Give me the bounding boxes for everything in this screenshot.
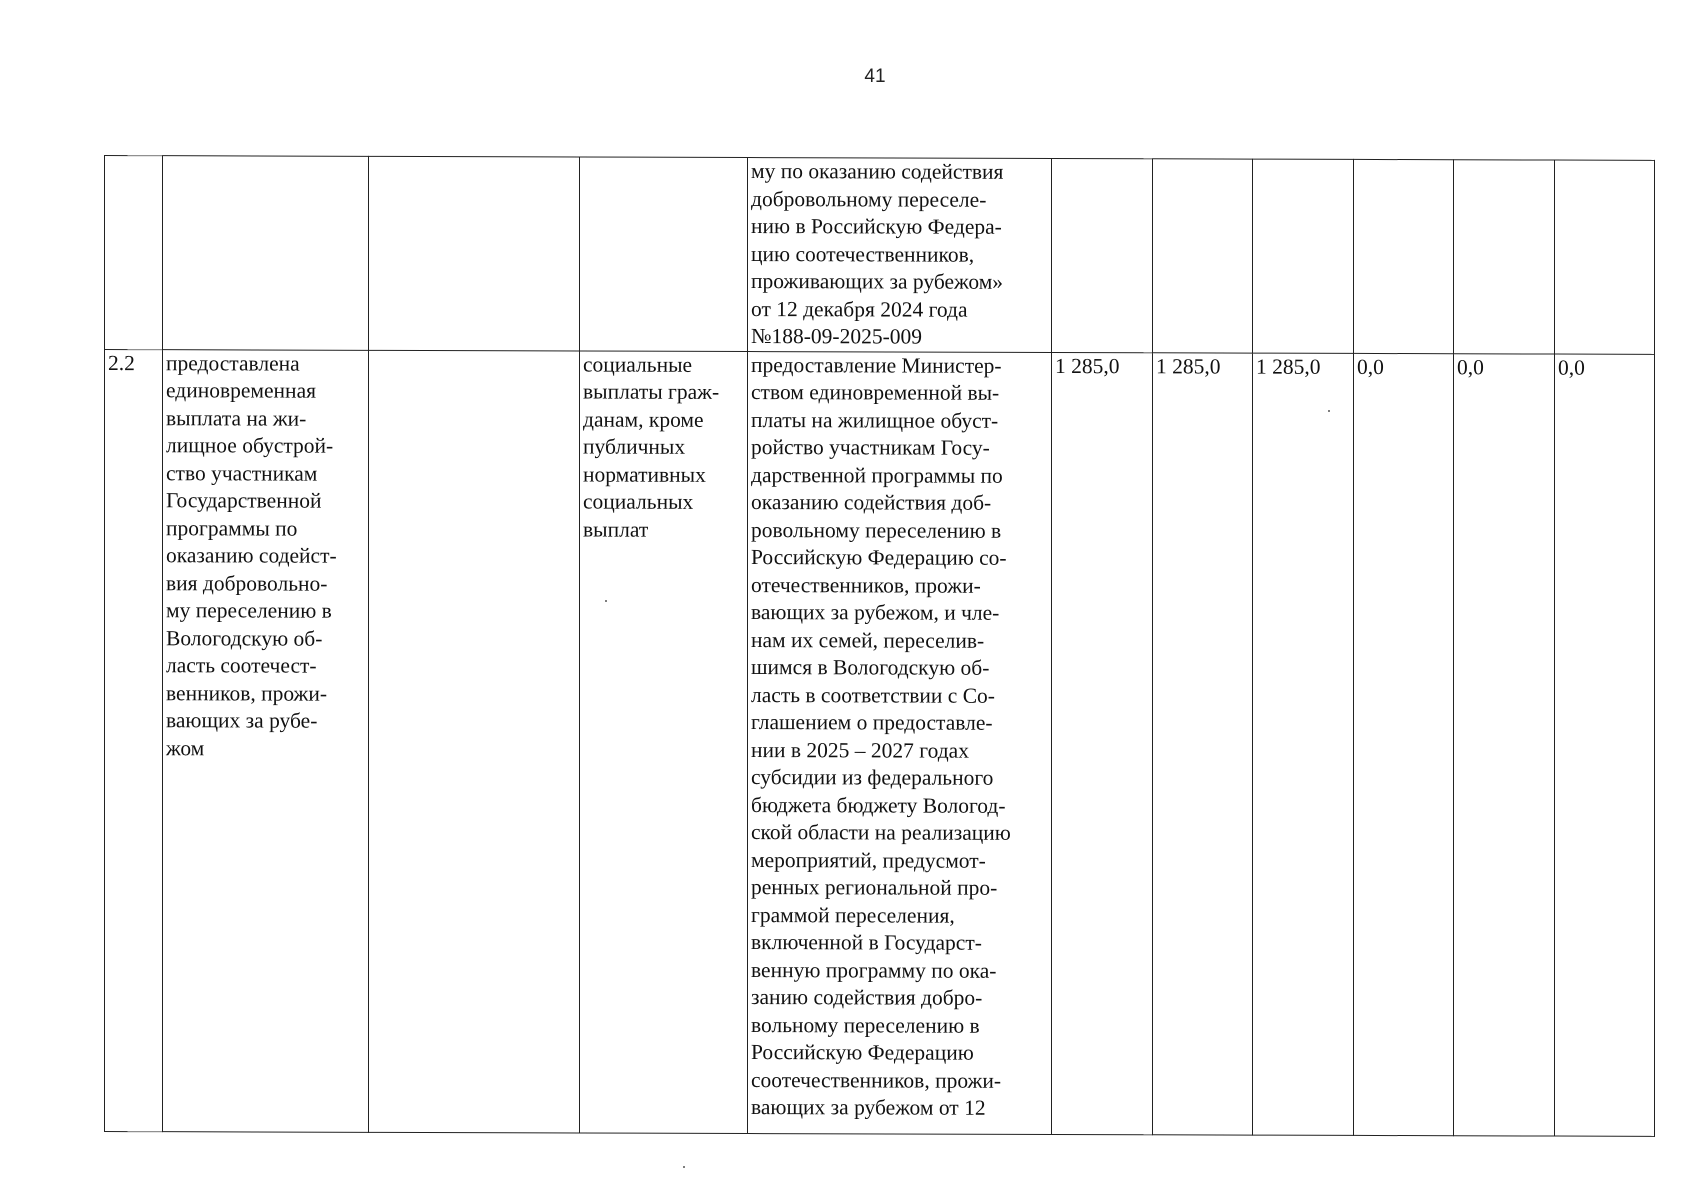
cell-value-6 xyxy=(1555,160,1655,354)
scan-speck xyxy=(683,1166,685,1168)
cell-value-1 xyxy=(1052,158,1153,352)
cell-responsible xyxy=(369,156,580,350)
table-row-2-2 xyxy=(105,349,1655,1136)
cell-value-3 xyxy=(1253,159,1354,353)
scan-speck xyxy=(1328,410,1330,412)
cell-value-4 xyxy=(1354,159,1454,353)
cell-value-4: 0,0 xyxy=(1354,353,1454,1135)
cell-value-5: 0,0 xyxy=(1454,353,1555,1135)
cell-number: 2.2 xyxy=(105,349,163,1131)
cell-value-6: 0,0 xyxy=(1555,354,1655,1136)
cell-type xyxy=(580,157,748,351)
cell-value-1: 1 285,0 xyxy=(1052,352,1153,1134)
table-row-continuation xyxy=(105,156,1655,354)
budget-table xyxy=(104,155,1655,1136)
cell-value-2 xyxy=(1153,159,1253,353)
cell-value-2: 1 285,0 xyxy=(1153,352,1253,1134)
cell-value-3: 1 285,0 xyxy=(1253,353,1354,1135)
cell-description: предоставление Министер- ством единовременной вы- платы на жилищное обуст- ройство участникам Госу- дарственной программы по оказанию содействия доб- ровольному переселению в Российскую Федерацию со- отечественников, прожи- вающих за рубежом, и чле- нам их семей, переселив- шимся в Вологодскую об- ласть в соответствии с Со- глашением о предоставле- нии в 2025 – 2027 годах субсидии из федерального бюджета бюджету Вологод- ской области на реализацию мероприятий, предусмот- ренных региональной про- граммой переселения, включенной в Государст- венную программу по ока- занию содействия добро- вольному переселению в Российскую Федерацию соотечественников, прожи- вающих за рубежом от 12 xyxy=(748,351,1052,1134)
cell-basis: му по оказанию содействия добровольному переселе- нию в Российскую Федера- цию соотечественников, проживающих за рубежом» от 12 декабря 2024 года №188-09-2025-009 xyxy=(748,158,1052,352)
cell-result: предоставлена единовременная выплата на жи- лищное обустрой- ство участникам Государственной программы по оказанию содейст- вия добровольно- му переселению в Вологодскую об- ласть соотечест- венников, прожи- вающих за рубе- жом xyxy=(163,349,369,1132)
cell-type: социальные выплаты граж- данам, кроме публичных нормативных социальных выплат xyxy=(580,350,748,1133)
scan-speck xyxy=(605,600,607,602)
cell-result xyxy=(163,156,369,350)
cell-value-5 xyxy=(1454,160,1555,354)
cell-number xyxy=(105,156,163,350)
cell-responsible xyxy=(369,350,580,1133)
page-number: 41 xyxy=(864,66,886,87)
